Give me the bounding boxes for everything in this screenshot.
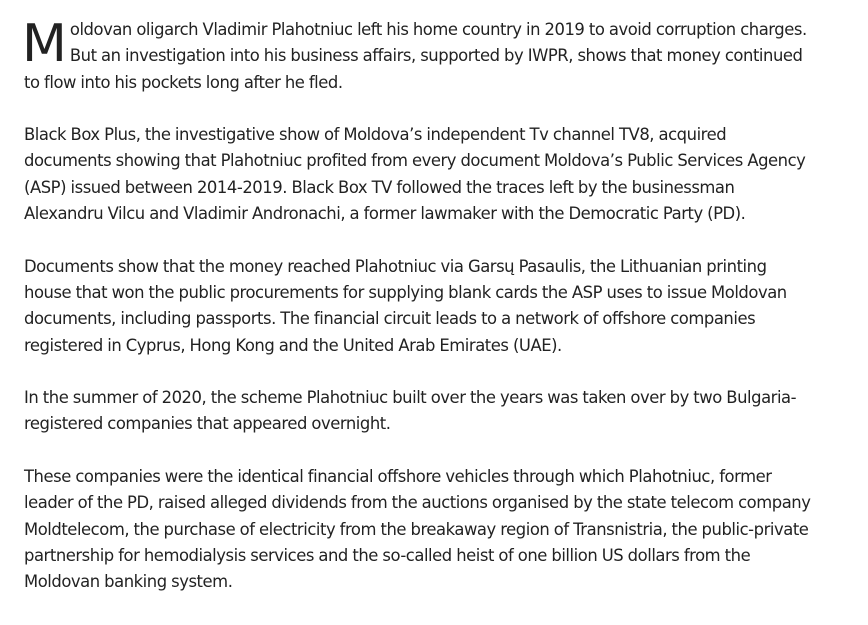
article-intro-paragraph: [22, 14, 814, 96]
article-body: [22, 14, 814, 622]
article-paragraph-5: These companies were the identical financial offshore vehicles through which Plahotniuc, former leader of the PD, raised alleged dividends from the auctions organised by the state telecom company Moldtelecom, the purchase of electricity from the breakaway region of Transnistria, the public-private partnership for hemodialysis services and the so-called heist of one billion US dollars from the Moldovan banking system.: [24, 467, 811, 592]
article-paragraph-2: Black Box Plus, the investigative show of Moldova’s independent Tv channel TV8, acquired documents showing that Plahotniuc profited from every document Moldova’s Public Services Agency (ASP) issued between 2014-2019. Black Box TV followed the traces left by the businessman Alexandru Vilcu and Vladimir Andronachi, a former lawmaker with the Democratic Party (PD).: [24, 125, 806, 224]
drop-cap-letter: M: [22, 14, 67, 74]
article-paragraph-4: In the summer of 2020, the scheme Plahotniuc built over the years was taken over by two Bulgaria-registered companies that appeared overnight.: [24, 388, 797, 434]
article-paragraph-3: Documents show that the money reached Plahotniuc via Garsų Pasaulis, the Lithuanian printing house that won the public procurements for supplying blank cards the ASP uses to issue Moldovan documents, including passports. The financial circuit leads to a network of offshore companies registered in Cyprus, Hong Kong and the United Arab Emirates (UAE).: [24, 256, 787, 355]
intro-text: oldovan oligarch Vladimir Plahotniuc left his home country in 2019 to avoid corruption charges. But an investigation into his business affairs, supported by IWPR, shows that money continued to flow into his pockets long after he fled.: [24, 20, 807, 92]
